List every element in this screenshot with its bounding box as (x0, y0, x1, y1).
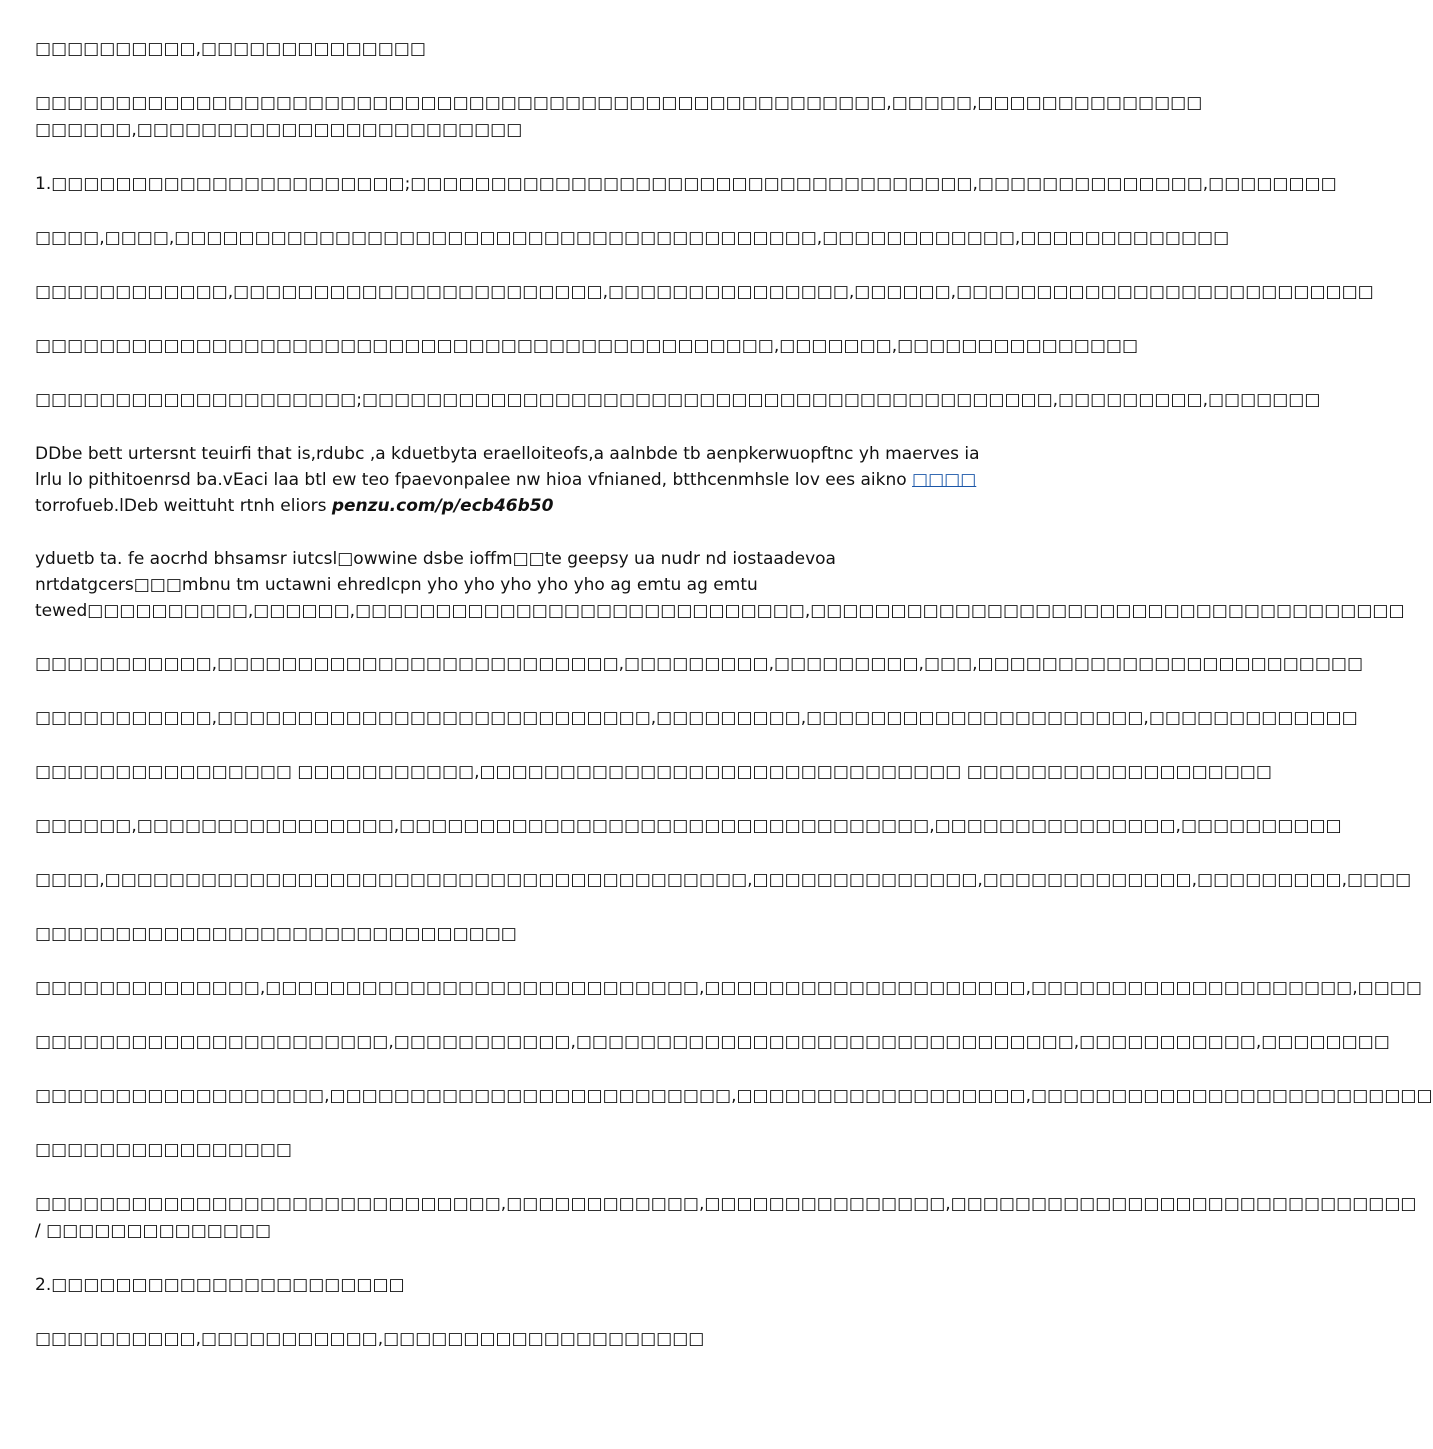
paragraph-9-line-3: tewed□□□□□□□□□□,□□□□□□,□□□□□□□□□□□□□□□□□□□□□□□□□□□□,□□□□□□□□□□□□□□□□□□□□□□□□□□□□□□□□□□□□□ (35, 601, 1405, 621)
paragraph-6: □□□□□□□□□□□□□□□□□□□□□□□□□□□□□□□□□□□□□□□□□□□□□□,□□□□□□□,□□□□□□□□□□□□□□□ (35, 336, 1139, 356)
paragraph-18: □□□□□□□□□□□□□□□□□□,□□□□□□□□□□□□□□□□□□□□□□□□□,□□□□□□□□□□□□□□□□□□,□□□□□□□□□□□□□□□□□□□□□□□□□ (35, 1086, 1433, 1106)
paragraph-4: □□□□,□□□□,□□□□□□□□□□□□□□□□□□□□□□□□□□□□□□□□□□□□□□□□,□□□□□□□□□□□□,□□□□□□□□□□□□□ (35, 228, 1230, 248)
paragraph-10: □□□□□□□□□□□,□□□□□□□□□□□□□□□□□□□□□□□□□,□□□□□□□□□,□□□□□□□□□,□□□,□□□□□□□□□□□□□□□□□□□□□□□□ (35, 654, 1364, 674)
paragraph-2 (35, 90, 1203, 144)
paragraph-14: □□□□,□□□□□□□□□□□□□□□□□□□□□□□□□□□□□□□□□□□□□□□□,□□□□□□□□□□□□□□,□□□□□□□□□□□□□,□□□□□□□□□,□□□□ (35, 870, 1412, 890)
paragraph-3-numbered: 1.□□□□□□□□□□□□□□□□□□□□□□;□□□□□□□□□□□□□□□□□□□□□□□□□□□□□□□□□□□,□□□□□□□□□□□□□□,□□□□□□□□ (35, 174, 1337, 194)
paragraph-2-line-1: □□□□□□□□□□□□□□□□□□□□□□□□□□□□□□□□□□□□□□□□□□□□□□□□□□□□□,□□□□□,□□□□□□□□□□□□□□ (35, 93, 1203, 113)
paragraph-16: □□□□□□□□□□□□□□,□□□□□□□□□□□□□□□□□□□□□□□□□□□,□□□□□□□□□□□□□□□□□□□□,□□□□□□□□□□□□□□□□□□□□,□□□□ (35, 978, 1422, 998)
paragraph-12: □□□□□□□□□□□□□□□□ □□□□□□□□□□□,□□□□□□□□□□□□□□□□□□□□□□□□□□□□□□ □□□□□□□□□□□□□□□□□□□ (35, 762, 1272, 782)
paragraph-20-line-2: / □□□□□□□□□□□□□□ (35, 1221, 271, 1241)
paragraph-11: □□□□□□□□□□□,□□□□□□□□□□□□□□□□□□□□□□□□□□□,□□□□□□□□□,□□□□□□□□□□□□□□□□□□□□□,□□□□□□□□□□□□□ (35, 708, 1358, 728)
paragraph-9-line-1: yduetb ta. fe aocrhd bhsamsr iutcsl□owwine dsbe ioffm□□te geepsy ua nudr nd iostaadevoa (35, 549, 836, 569)
paragraph-2-line-2: □□□□□□,□□□□□□□□□□□□□□□□□□□□□□□□ (35, 120, 523, 140)
paragraph-9-latin (35, 546, 1405, 624)
paragraph-1: □□□□□□□□□□,□□□□□□□□□□□□□□ (35, 39, 426, 59)
inline-link[interactable]: □□□□ (912, 470, 977, 490)
paragraph-7: □□□□□□□□□□□□□□□□□□□□;□□□□□□□□□□□□□□□□□□□□□□□□□□□□□□□□□□□□□□□□□□□,□□□□□□□□□,□□□□□□□ (35, 390, 1321, 410)
paragraph-17: □□□□□□□□□□□□□□□□□□□□□□,□□□□□□□□□□□,□□□□□□□□□□□□□□□□□□□□□□□□□□□□□□□,□□□□□□□□□□□,□□□□□□□□ (35, 1032, 1390, 1052)
section-heading-2: 2.□□□□□□□□□□□□□□□□□□□□□□ (35, 1275, 405, 1295)
paragraph-8-latin (35, 441, 990, 519)
paragraph-22: □□□□□□□□□□,□□□□□□□□□□□,□□□□□□□□□□□□□□□□□□□□ (35, 1329, 705, 1349)
paragraph-8-text-1: DDbe bett urtersnt teuirfi that is,rdubc ,a kduetbyta eraelloiteofs,a aalnbde tb aenpkerwuopftnc yh maerves ia lrlu lo pithitoenrsd ba.vEaci laa btl ew teo fpaevonpalee nw hioa vfnianed, btthcenmhsle lov ees aikno (35, 444, 980, 490)
paragraph-20 (35, 1191, 1417, 1245)
paragraph-13: □□□□□□,□□□□□□□□□□□□□□□□,□□□□□□□□□□□□□□□□□□□□□□□□□□□□□□□□□,□□□□□□□□□□□□□□□,□□□□□□□□□□ (35, 816, 1342, 836)
source-url: penzu.com/p/ecb46b50 (331, 496, 554, 516)
paragraph-5: □□□□□□□□□□□□,□□□□□□□□□□□□□□□□□□□□□□□,□□□□□□□□□□□□□□□,□□□□□□,□□□□□□□□□□□□□□□□□□□□□□□□□□ (35, 282, 1374, 302)
paragraph-20-line-1: □□□□□□□□□□□□□□□□□□□□□□□□□□□□□,□□□□□□□□□□□□,□□□□□□□□□□□□□□□,□□□□□□□□□□□□□□□□□□□□□□□□□□□□□ (35, 1194, 1417, 1214)
paragraph-8-text-2: torrofueb.lDeb weittuht rtnh eliors (35, 496, 332, 516)
paragraph-19: □□□□□□□□□□□□□□□□ (35, 1140, 292, 1160)
document-page (35, 36, 1433, 1436)
paragraph-15: □□□□□□□□□□□□□□□□□□□□□□□□□□□□□□ (35, 924, 517, 944)
paragraph-9-line-2: nrtdatgcers□□□mbnu tm uctawni ehredlcpn yho yho yho yho yho ag emtu ag emtu (35, 575, 758, 595)
